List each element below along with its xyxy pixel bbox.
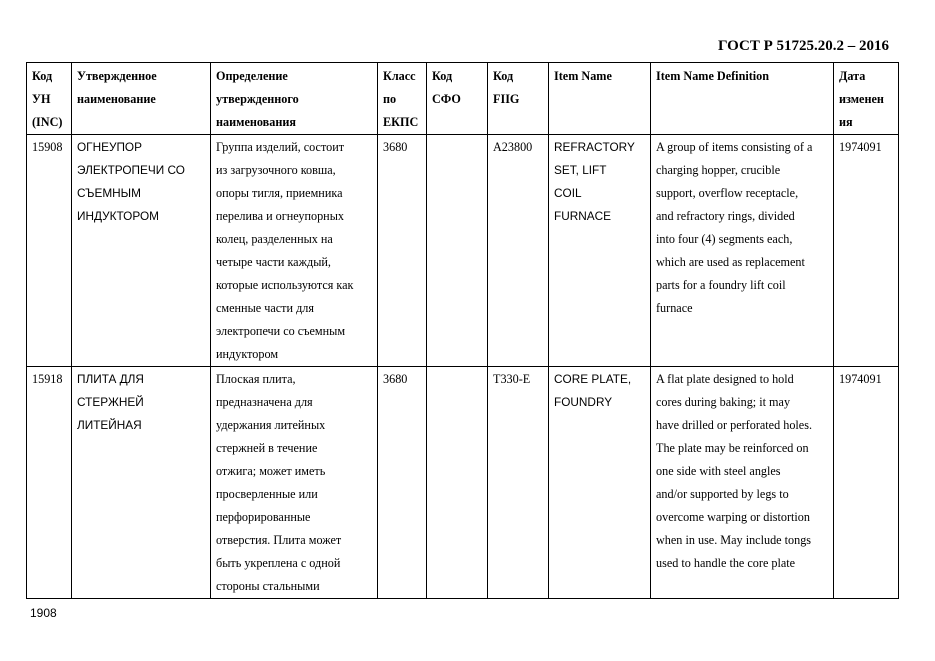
cell-text-line: Определение bbox=[216, 69, 288, 83]
cell-text-line: have drilled or perforated holes. bbox=[656, 418, 813, 432]
cell-text-line: СТЕРЖНЕЙ bbox=[77, 395, 144, 409]
cell-text-line: furnace bbox=[656, 301, 693, 315]
cell-text-line: ЭЛЕКТРОПЕЧИ СО bbox=[77, 163, 185, 177]
cell-text-line: ЕКПС bbox=[383, 115, 419, 129]
cell-text-line: электропечи со съемным bbox=[216, 324, 346, 338]
header-fiig bbox=[488, 63, 549, 135]
cell-text-line: ия bbox=[839, 115, 853, 129]
cell-text-line: (INC) bbox=[32, 115, 63, 129]
cell-text-line: сменные части для bbox=[216, 301, 314, 315]
header-item-name-definition bbox=[651, 63, 834, 135]
cell-text-line: REFRACTORY bbox=[554, 140, 635, 154]
cell-class: 3680 bbox=[378, 367, 427, 599]
cell-text-line: one side with steel angles bbox=[656, 464, 781, 478]
cell-text-line: стержней в течение bbox=[216, 441, 318, 455]
cell-item-name-definition bbox=[651, 367, 834, 599]
header-class bbox=[378, 63, 427, 135]
cell-text-line: изменен bbox=[839, 92, 884, 106]
cell-text-line: parts for a foundry lift coil bbox=[656, 278, 786, 292]
cell-definition bbox=[211, 135, 378, 367]
cell-text-line: УН bbox=[32, 92, 51, 106]
cell-text-line: COIL bbox=[554, 186, 582, 200]
cell-text-line: СФО bbox=[432, 92, 461, 106]
cell-text-line: Утвержденное bbox=[77, 69, 157, 83]
cell-approved-name bbox=[72, 135, 211, 367]
cell-text-line: and/or supported by legs to bbox=[656, 487, 789, 501]
cell-text-line: FURNACE bbox=[554, 209, 612, 223]
cell-text-line: Item Name bbox=[554, 69, 612, 83]
cell-fiig: T330-E bbox=[488, 367, 549, 599]
cell-text-line: колец, разделенных на bbox=[216, 232, 333, 246]
cell-text-line: Дата bbox=[839, 69, 866, 83]
cell-text-line: СЪЕМНЫМ bbox=[77, 186, 141, 200]
cell-text-line: перфорированные bbox=[216, 510, 311, 524]
cell-text-line: FOUNDRY bbox=[554, 395, 613, 409]
cell-sfo bbox=[427, 367, 488, 599]
cell-item-name bbox=[549, 135, 651, 367]
cell-text-line: стороны стальными bbox=[216, 579, 320, 593]
cell-text-line: support, overflow receptacle, bbox=[656, 186, 799, 200]
header-item-name bbox=[549, 63, 651, 135]
cell-text-line: ИНДУКТОРОМ bbox=[77, 209, 159, 223]
header-sfo bbox=[427, 63, 488, 135]
cell-text-line: The plate may be reinforced on bbox=[656, 441, 809, 455]
cell-text-line: быть укреплена с одной bbox=[216, 556, 341, 570]
cell-text-line: Код bbox=[493, 69, 514, 83]
cell-text-line: по bbox=[383, 92, 397, 106]
cell-text-line: отверстия. Плита может bbox=[216, 533, 342, 547]
cell-text-line: CORE PLATE, bbox=[554, 372, 632, 386]
table-row bbox=[27, 135, 899, 367]
cell-text-line: which are used as replacement bbox=[656, 255, 805, 269]
cell-text-line: Код bbox=[432, 69, 453, 83]
cell-approved-name bbox=[72, 367, 211, 599]
cell-text-line: when in use. May include tongs bbox=[656, 533, 812, 547]
cell-change-date: 1974091 bbox=[834, 135, 899, 367]
cell-definition bbox=[211, 367, 378, 599]
cell-text-line: FIIG bbox=[493, 92, 520, 106]
cell-text-line: A flat plate designed to hold bbox=[656, 372, 794, 386]
classifier-table bbox=[26, 62, 899, 599]
cell-text-line: Класс bbox=[383, 69, 416, 83]
cell-text-line: предназначена для bbox=[216, 395, 313, 409]
cell-text-line: SET, LIFT bbox=[554, 163, 607, 177]
cell-text-line: индуктором bbox=[216, 347, 279, 361]
cell-text-line: опоры тигля, приемника bbox=[216, 186, 343, 200]
cell-text-line: отжига; может иметь bbox=[216, 464, 326, 478]
cell-text-line: просверленные или bbox=[216, 487, 318, 501]
cell-text-line: overcome warping or distortion bbox=[656, 510, 810, 524]
header-inc bbox=[27, 63, 72, 135]
cell-text-line: из загрузочного ковша, bbox=[216, 163, 336, 177]
cell-item-name-definition bbox=[651, 135, 834, 367]
cell-text-line: ПЛИТА ДЛЯ bbox=[77, 372, 144, 386]
page-number: 1908 bbox=[30, 606, 57, 620]
cell-text-line: перелива и огнеупорных bbox=[216, 209, 344, 223]
cell-text-line: used to handle the core plate bbox=[656, 556, 796, 570]
cell-text-line: charging hopper, crucible bbox=[656, 163, 781, 177]
table-header-row bbox=[27, 63, 899, 135]
document-standard-number: ГОСТ Р 51725.20.2 – 2016 bbox=[717, 38, 889, 54]
cell-change-date: 1974091 bbox=[834, 367, 899, 599]
header-change-date bbox=[834, 63, 899, 135]
cell-text-line: четыре части каждый, bbox=[216, 255, 331, 269]
cell-class: 3680 bbox=[378, 135, 427, 367]
cell-item-name bbox=[549, 367, 651, 599]
cell-text-line: ОГНЕУПОР bbox=[77, 140, 142, 154]
header-definition bbox=[211, 63, 378, 135]
cell-text-line: ЛИТЕЙНАЯ bbox=[77, 418, 142, 432]
cell-text-line: наименования bbox=[216, 115, 296, 129]
cell-text-line: Плоская плита, bbox=[216, 372, 296, 386]
cell-inc: 15908 bbox=[27, 135, 72, 367]
cell-text-line: and refractory rings, divided bbox=[656, 209, 795, 223]
cell-text-line: Группа изделий, состоит bbox=[216, 140, 345, 154]
cell-text-line: A group of items consisting of a bbox=[656, 140, 813, 154]
cell-text-line: Код bbox=[32, 69, 53, 83]
cell-text-line: наименование bbox=[77, 92, 156, 106]
cell-text-line: удержания литейных bbox=[216, 418, 326, 432]
cell-fiig: A23800 bbox=[488, 135, 549, 367]
cell-sfo bbox=[427, 135, 488, 367]
cell-text-line: into four (4) segments each, bbox=[656, 232, 793, 246]
cell-text-line: Item Name Definition bbox=[656, 69, 770, 83]
cell-inc: 15918 bbox=[27, 367, 72, 599]
cell-text-line: утвержденного bbox=[216, 92, 299, 106]
cell-text-line: cores during baking; it may bbox=[656, 395, 791, 409]
header-approved-name bbox=[72, 63, 211, 135]
table-row bbox=[27, 367, 899, 599]
cell-text-line: которые используются как bbox=[216, 278, 354, 292]
